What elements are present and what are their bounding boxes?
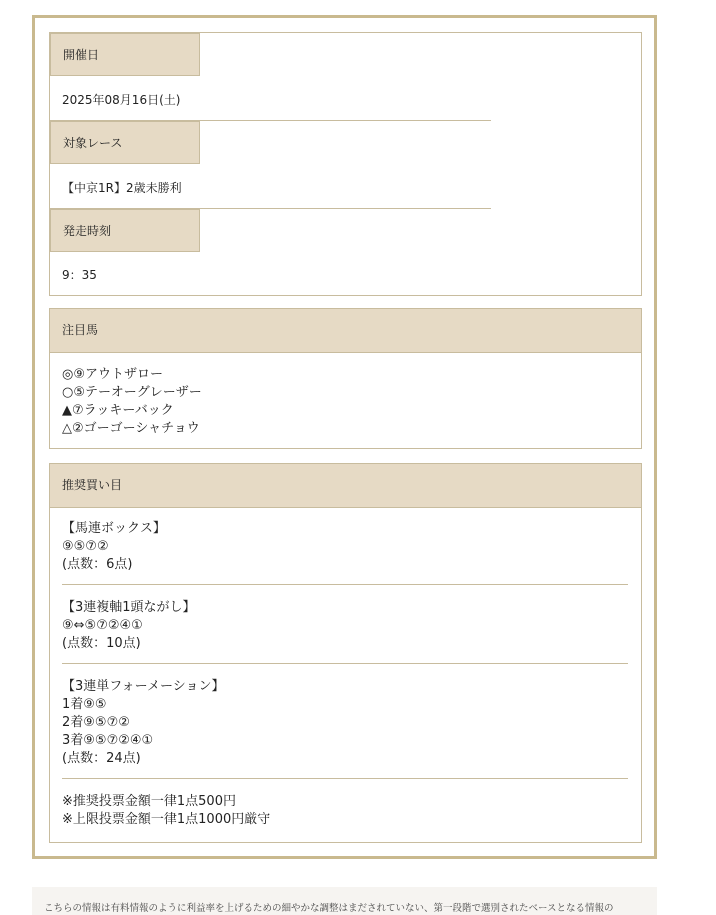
bet-points: (点数：6点) — [62, 557, 133, 572]
bet-type: 【馬連ボックス】 — [62, 521, 166, 536]
bet-type: 【3連複軸1頭ながし】 — [62, 600, 196, 615]
divider — [62, 663, 628, 664]
divider — [62, 778, 628, 779]
bet-type: 【3連単フォーメーション】 — [62, 679, 225, 694]
date-label: 開催日 — [50, 33, 200, 76]
recommended-bets-title: 推奨買い目 — [50, 464, 641, 508]
race-value: 【中京1R】2歳未勝利 — [62, 181, 182, 195]
prediction-panel — [32, 15, 657, 859]
bet-group — [62, 599, 196, 653]
bet-points: (点数：10点) — [62, 636, 141, 651]
recommended-bets-box — [49, 463, 642, 843]
bet-points: (点数：24点) — [62, 751, 141, 766]
race-info-box — [49, 32, 642, 296]
bet-notes — [62, 793, 270, 829]
bet-line: ⑨⑤⑦② — [62, 539, 109, 554]
list-item: ◎⑨アウトザロー — [62, 367, 163, 382]
time-label: 発走時刻 — [50, 209, 200, 252]
divider — [62, 584, 628, 585]
race-label: 対象レース — [50, 121, 200, 164]
bet-group — [62, 520, 166, 574]
bet-line: 1着⑨⑤ — [62, 697, 107, 712]
bet-line: 2着⑨⑤⑦② — [62, 715, 130, 730]
list-item: ○⑤テーオーグレーザー — [62, 385, 202, 400]
footer-note: こちらの情報は有料情報のように利益率を上げるための細やかな調整はまだされていない、第一段階で選別されたベースとなる情報の — [32, 887, 657, 915]
note: ※推奨投票金額一律1点500円 — [62, 794, 236, 809]
time-value: 9：35 — [62, 268, 97, 282]
date-value: 2025年08月16日(土) — [62, 93, 181, 107]
bet-line: ⑨⇔⑤⑦②④① — [62, 618, 143, 633]
bet-line: 3着⑨⑤⑦②④① — [62, 733, 154, 748]
featured-horses-box — [49, 308, 642, 449]
list-item: ▲⑦ラッキーバック — [62, 403, 174, 418]
featured-horses-title: 注目馬 — [50, 309, 641, 353]
note: ※上限投票金額一律1点1000円厳守 — [62, 812, 271, 827]
list-item: △②ゴーゴーシャチョウ — [62, 421, 200, 436]
featured-horses-list — [50, 353, 641, 438]
bet-group — [62, 678, 224, 768]
